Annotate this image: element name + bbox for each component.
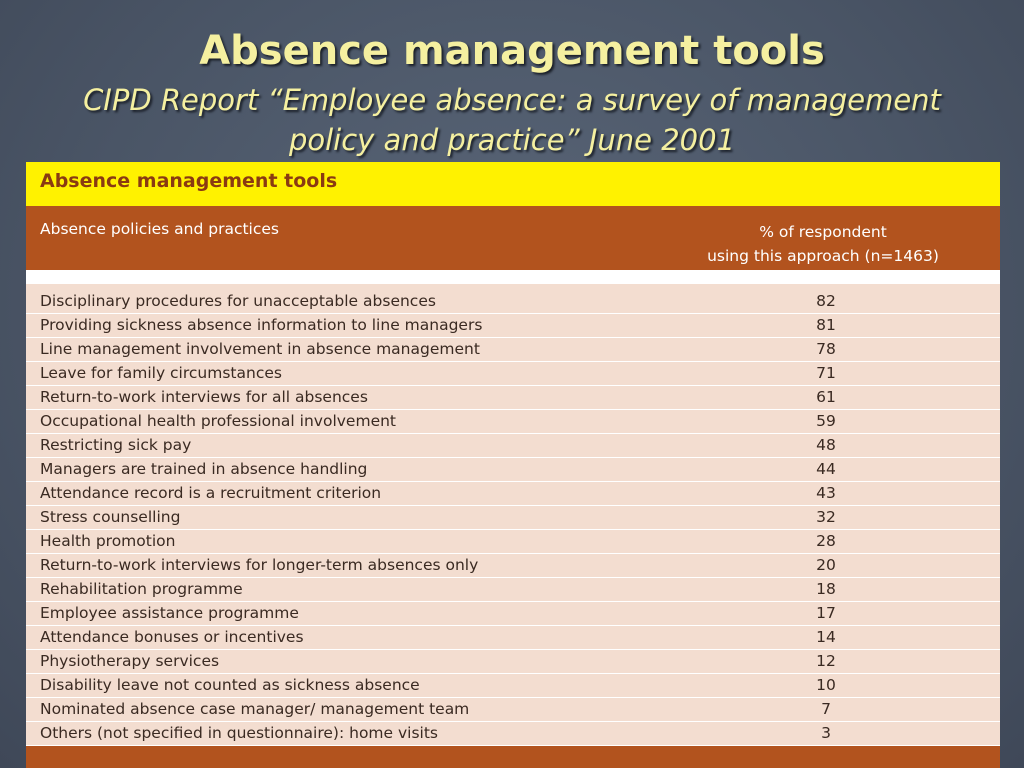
- table-row: [26, 290, 1000, 314]
- row-label: Others (not specified in questionnaire): home visits: [40, 724, 439, 742]
- row-label: Occupational health professional involvement: [40, 412, 397, 430]
- row-label: Return-to-work interviews for all absences: [40, 388, 368, 406]
- row-value: 12: [816, 652, 836, 670]
- row-label: Attendance bonuses or incentives: [40, 628, 304, 646]
- table-row: [26, 602, 1000, 626]
- table-row: [26, 482, 1000, 506]
- table-box-title: Absence management tools: [26, 162, 1000, 206]
- table-row: [26, 530, 1000, 554]
- row-label: Managers are trained in absence handling: [40, 460, 368, 478]
- table-row: [26, 338, 1000, 362]
- table-row: [26, 722, 1000, 746]
- header-percent-line-1: % of respondent: [759, 223, 887, 241]
- row-value: 14: [816, 628, 836, 646]
- row-label: Disability leave not counted as sickness absence: [40, 676, 420, 694]
- header-policies-column: Absence policies and practices: [40, 220, 280, 238]
- row-label: Restricting sick pay: [40, 436, 192, 454]
- row-value: 7: [821, 700, 831, 718]
- table-row: [26, 578, 1000, 602]
- row-value: 18: [816, 580, 836, 598]
- row-value: 78: [816, 340, 836, 358]
- table-body: [26, 290, 1000, 746]
- header-percent-column: [668, 220, 978, 268]
- row-value: 20: [816, 556, 836, 574]
- row-value: 3: [821, 724, 831, 742]
- slide-title: Absence management tools: [199, 28, 825, 74]
- row-label: Nominated absence case manager/ management team: [40, 700, 470, 718]
- header-divider: [26, 270, 1000, 284]
- table-row: [26, 458, 1000, 482]
- table-header: [26, 206, 1000, 270]
- row-label: Stress counselling: [40, 508, 181, 526]
- row-label: Disciplinary procedures for unacceptable absences: [40, 292, 436, 310]
- row-value: 59: [816, 412, 836, 430]
- row-label: Rehabilitation programme: [40, 580, 243, 598]
- row-label: Line management involvement in absence management: [40, 340, 480, 358]
- row-label: Return-to-work interviews for longer-term absences only: [40, 556, 479, 574]
- table-row: [26, 314, 1000, 338]
- row-label: Employee assistance programme: [40, 604, 299, 622]
- row-label: Attendance record is a recruitment criterion: [40, 484, 382, 502]
- row-label: Leave for family circumstances: [40, 364, 282, 382]
- row-value: 28: [816, 532, 836, 550]
- row-value: 10: [816, 676, 836, 694]
- row-value: 44: [816, 460, 836, 478]
- row-value: 17: [816, 604, 836, 622]
- table-bottom-bar: [26, 746, 1000, 768]
- row-value: 81: [816, 316, 836, 334]
- header-percent-line-2: using this approach (n=1463): [707, 247, 939, 265]
- table-row: [26, 650, 1000, 674]
- table-row: [26, 362, 1000, 386]
- subtitle-line-1: CIPD Report “Employee absence: a survey of management: [83, 83, 941, 117]
- table-row: [26, 554, 1000, 578]
- absence-tools-table: [26, 162, 1000, 768]
- table-row: [26, 410, 1000, 434]
- table-row: [26, 674, 1000, 698]
- row-value: 82: [816, 292, 836, 310]
- table-row: [26, 434, 1000, 458]
- row-value: 61: [816, 388, 836, 406]
- row-label: Physiotherapy services: [40, 652, 220, 670]
- slide-subtitle: [60, 80, 964, 160]
- subtitle-line-2: policy and practice” June 2001: [288, 123, 736, 157]
- table-row: [26, 698, 1000, 722]
- row-value: 48: [816, 436, 836, 454]
- table-row: [26, 506, 1000, 530]
- row-label: Providing sickness absence information to line managers: [40, 316, 483, 334]
- table-row: [26, 386, 1000, 410]
- table-row: [26, 626, 1000, 650]
- row-value: 43: [816, 484, 836, 502]
- row-value: 32: [816, 508, 836, 526]
- row-value: 71: [816, 364, 836, 382]
- row-label: Health promotion: [40, 532, 176, 550]
